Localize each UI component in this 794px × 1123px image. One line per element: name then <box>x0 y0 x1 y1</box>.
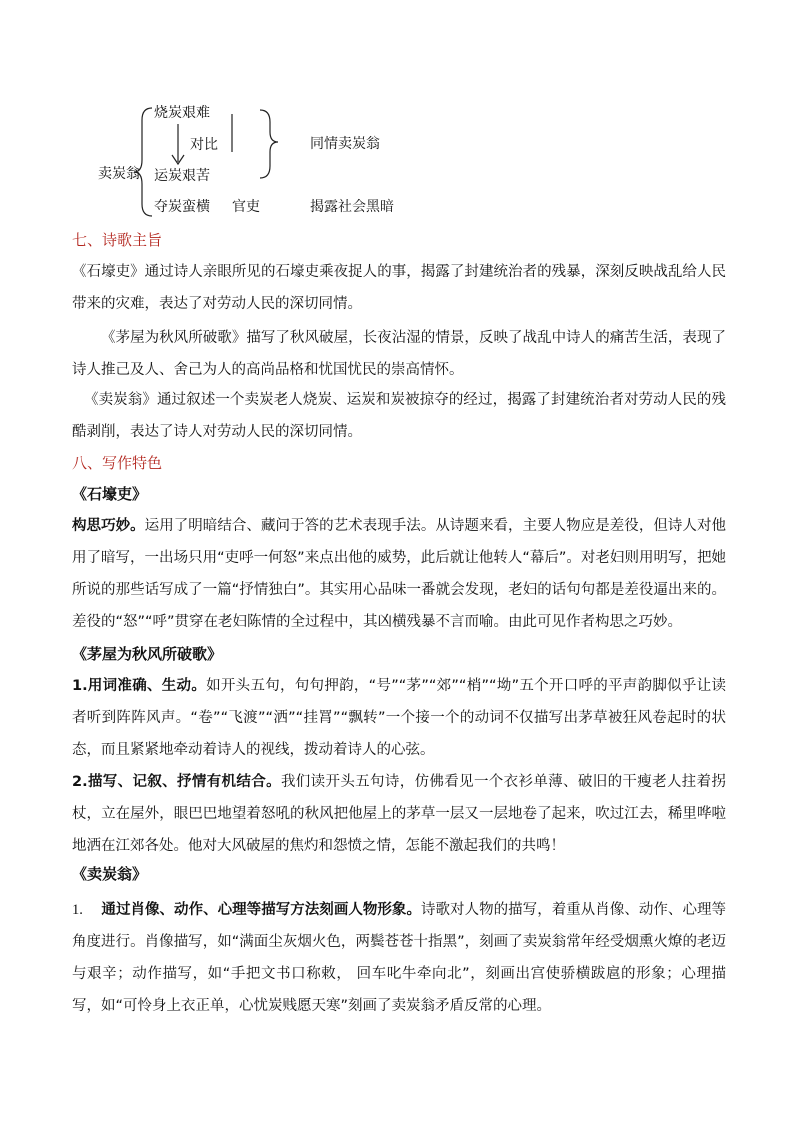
theme-paragraph-maitanweng: 《卖炭翁》通过叙述一个卖炭老人烧炭、运炭和炭被掠夺的经过，揭露了封建统治者对劳动人民的残酷剥削，表达了诗人对劳动人民的深切同情。 <box>72 392 726 440</box>
diagram-result-sympathy: 同情卖炭翁 <box>310 136 380 152</box>
diagram-item-seize: 夺炭蛮横 <box>154 199 210 215</box>
section-heading-theme: 七、诗歌主旨 <box>72 231 163 249</box>
feature-lead-maitanweng: 通过肖像、动作、心理等描写方法刻画人物形象。 <box>101 902 421 918</box>
feature-lead-maowu-1: 1.用词准确、生动。 <box>72 678 207 694</box>
diagram-result-expose: 揭露社会黑暗 <box>310 199 394 215</box>
right-brace <box>260 110 278 178</box>
theme-paragraph-shihaoli: 《石壕吏》通过诗人亲眼所见的石壕吏乘夜捉人的事，揭露了封建统治者的残暴，深刻反映战乱给人民带来的灾难，表达了对劳动人民的深切同情。 <box>72 264 726 312</box>
feature-paragraph-maowu-1 <box>72 670 726 766</box>
left-brace <box>134 108 152 216</box>
feature-paragraph-maowu-2 <box>72 766 726 862</box>
feature-text-maitanweng: 诗歌对人物的描写，着重从肖像、动作、心理等角度进行。肖像描写，如“满面尘灰烟火色，两鬓苍苍十指黑”，刻画了卖炭翁常年经受烟熏火燎的老迈与艰辛；动作描写，如“手把文书口称敕， 回车叱牛牵向北”，刻画出宫使骄横跋扈的形象；心理描写，如“可怜身上衣正单，心忧炭贱愿天寒”刻画了卖炭翁矛盾反常的心理。 <box>72 902 727 1014</box>
diagram-item-transport: 运炭艰苦 <box>154 168 210 184</box>
poem-title-maowu: 《茅屋为秋风所破歌》 <box>72 645 223 663</box>
feature-text-maowu-1: 如开头五句，句句押韵，“号”“茅”“郊”“梢”“坳”五个开口呼的平声韵脚似乎让读者听到阵阵风声。“卷”“飞渡”“洒”“挂罥”“飘转”一个接一个的动词不仅描写出茅草被狂风卷起时的状态，而且紧紧地牵动着诗人的视线，拨动着诗人的心弦。 <box>72 678 726 758</box>
diagram-item-official: 官吏 <box>232 199 260 215</box>
structure-diagram <box>90 100 430 224</box>
section-heading-features: 八、写作特色 <box>72 454 163 472</box>
feature-lead-shihaoli: 构思巧妙。 <box>72 518 145 534</box>
diagram-contrast-label: 对比 <box>190 137 218 153</box>
feature-paragraph-maitanweng <box>72 894 726 1022</box>
feature-paragraph-shihaoli <box>72 510 726 638</box>
feature-lead-maowu-2: 2.描写、记叙、抒情有机结合。 <box>72 774 281 790</box>
feature-num-maitanweng: 1. <box>72 902 83 918</box>
poem-title-maitanweng: 《卖炭翁》 <box>72 865 148 883</box>
feature-text-shihaoli: 运用了明暗结合、藏问于答的艺术表现手法。从诗题来看，主要人物应是差役，但诗人对他用了暗写，一出场只用“吏呼一何怒”来点出他的威势，此后就让他转人“幕后”。对老妇则用明写，把她所说的那些话写成了一篇“抒情独白”。其实用心品味一番就会发现，老妇的话句句都是差役逼出来的。差役的“怒”“呼”贯穿在老妇陈情的全过程中，其凶横残暴不言而喻。由此可见作者构思之巧妙。 <box>72 518 726 630</box>
diagram-root-label: 卖炭翁 <box>98 166 140 182</box>
poem-title-shihaoli: 《石壕吏》 <box>72 485 148 503</box>
diagram-item-burn: 烧炭艰难 <box>154 105 210 121</box>
feature-text-maowu-2: 我们读开头五句诗，仿佛看见一个衣衫单薄、破旧的干瘦老人拄着拐杖，立在屋外，眼巴巴地望着怒吼的秋风把他屋上的茅草一层又一层地卷了起来，吹过江去，稀里哗啦地洒在江郊各处。他对大风破屋的焦灼和怨愤之情，怎能不激起我们的共鸣！ <box>72 774 726 854</box>
theme-paragraph-maowu: 《茅屋为秋风所破歌》描写了秋风破屋，长夜沾湿的情景，反映了战乱中诗人的痛苦生活，表现了诗人推己及人、舍己为人的高尚品格和忧国忧民的崇高情怀。 <box>72 330 726 378</box>
